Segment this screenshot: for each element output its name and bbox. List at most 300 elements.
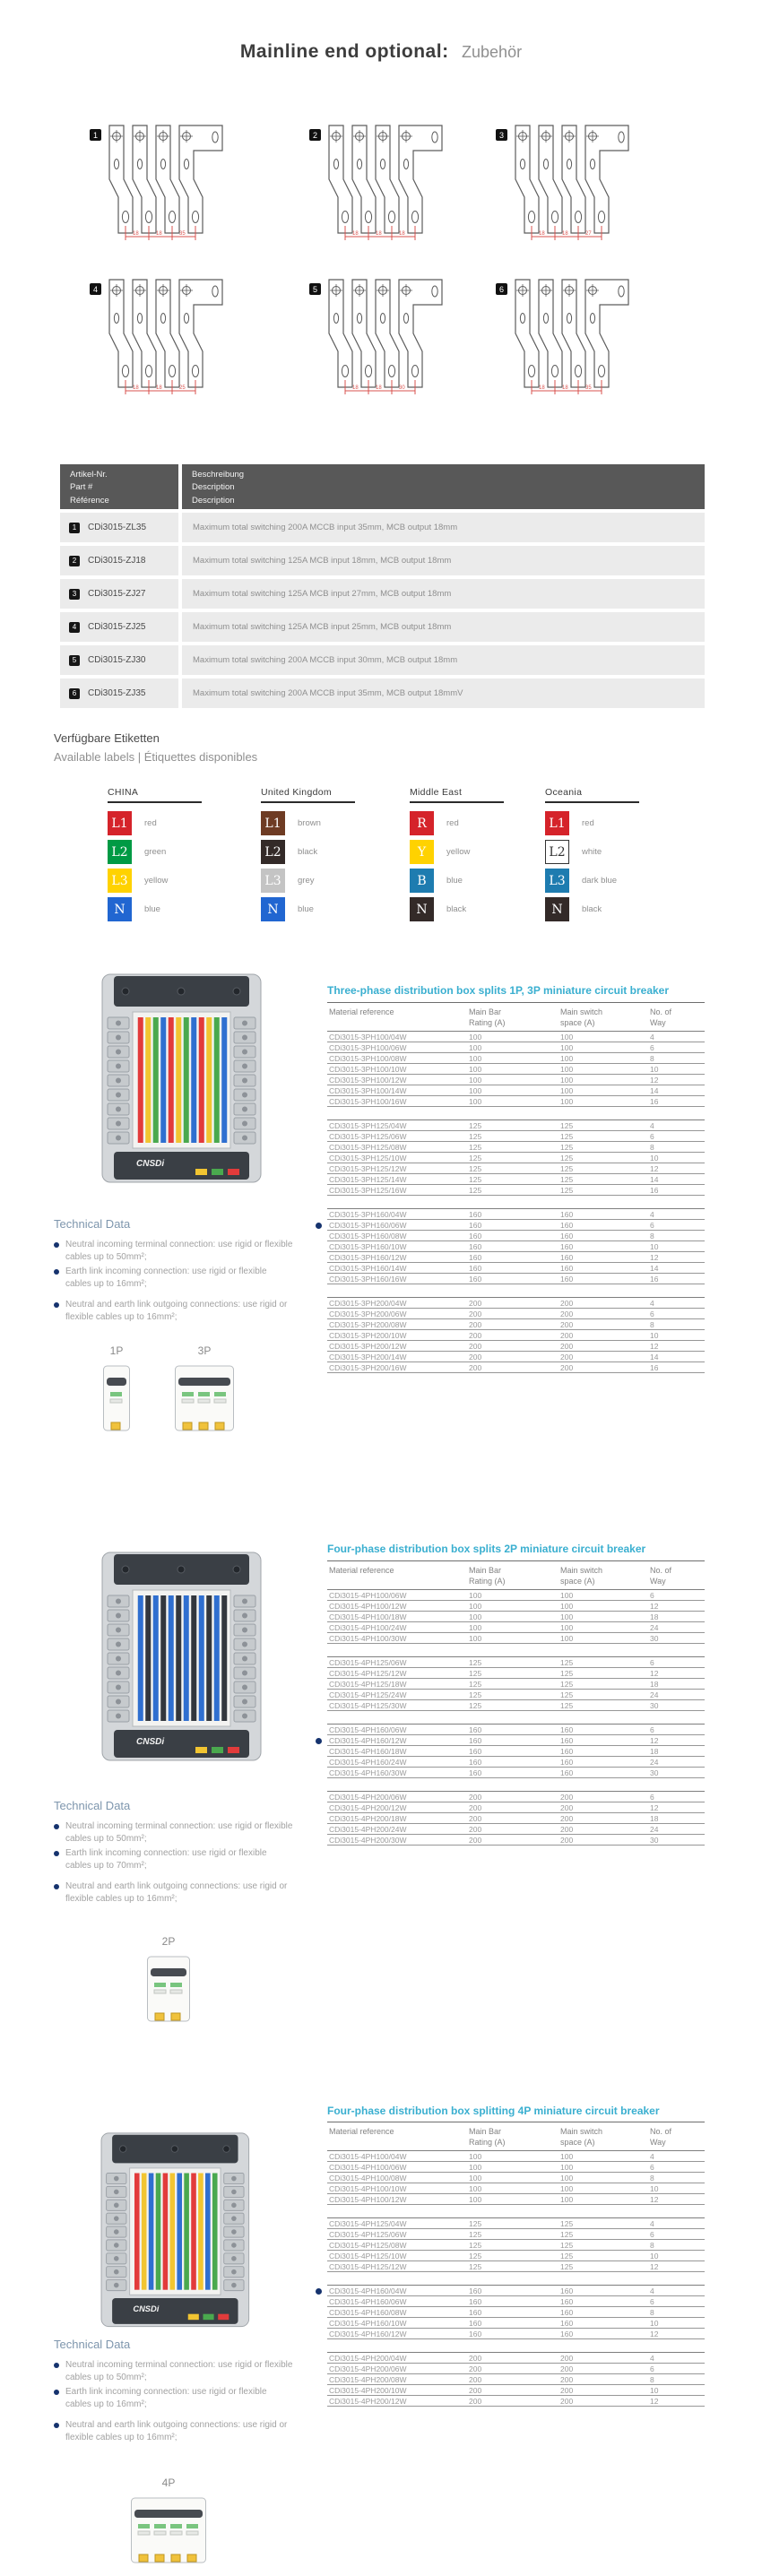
- main-bar-rating-cell: 100: [469, 1601, 482, 1611]
- way-cell: 10: [650, 1330, 659, 1340]
- way-cell: 24: [650, 1690, 659, 1699]
- spec-table-group: [327, 1791, 705, 1846]
- material-ref-cell: CDi3015-3PH125/12W: [329, 1163, 407, 1173]
- way-cell: 30: [650, 1835, 659, 1845]
- way-cell: 10: [650, 1153, 659, 1163]
- color-name: red: [582, 818, 594, 828]
- main-bar-rating-cell: 125: [469, 1679, 482, 1689]
- main-bar-rating-cell: 160: [469, 1263, 482, 1273]
- distribution-box-image: [90, 2131, 261, 2336]
- table-row: [60, 579, 705, 609]
- way-cell: 8: [650, 1142, 654, 1152]
- section-heading: Three-phase distribution box splits 1P, 3P miniature circuit breaker: [327, 984, 670, 997]
- table-row: [327, 2374, 705, 2385]
- material-ref-cell: CDi3015-3PH200/06W: [329, 1309, 407, 1318]
- way-cell: 18: [650, 1746, 659, 1756]
- main-bar-rating-cell: 125: [469, 2251, 482, 2260]
- main-bar-rating-cell: 100: [469, 2162, 482, 2172]
- color-name: green: [144, 847, 167, 857]
- spec-table-header: [327, 1002, 705, 1031]
- item-number-badge: 3: [69, 589, 80, 600]
- table-row: [327, 1075, 705, 1085]
- table-row: [327, 1142, 705, 1153]
- switch-space-cell: 100: [560, 2183, 574, 2193]
- material-ref-cell: CDi3015-3PH200/04W: [329, 1298, 407, 1308]
- way-cell: 6: [650, 1725, 654, 1734]
- way-cell: 10: [650, 1064, 659, 1074]
- material-ref-cell: CDi3015-3PH100/16W: [329, 1096, 407, 1106]
- material-ref-cell: CDi3015-4PH200/06W: [329, 2364, 407, 2373]
- material-ref-cell: CDi3015-4PH200/30W: [329, 1835, 407, 1845]
- table-row: [327, 1601, 705, 1612]
- svg-text:25: 25: [179, 385, 186, 391]
- technical-data: [54, 1799, 294, 1907]
- breaker-2p: [146, 1935, 191, 2032]
- switch-space-cell: 160: [560, 1746, 574, 1756]
- main-bar-rating-cell: 200: [469, 2374, 482, 2384]
- switch-space-cell: 125: [560, 2229, 574, 2239]
- switch-space-cell: 160: [560, 1725, 574, 1734]
- main-bar-rating-cell: 160: [469, 1209, 482, 1219]
- switch-space-cell: 125: [560, 2251, 574, 2260]
- tech-data-bullet: Neutral and earth link outgoing connections: use rigid or flexible cables up to 16mm²;: [54, 2419, 294, 2444]
- material-ref-cell: CDi3015-4PH160/10W: [329, 2318, 407, 2328]
- table-row: [327, 1220, 705, 1231]
- main-bar-rating-cell: 200: [469, 1824, 482, 1834]
- color-name: grey: [298, 876, 315, 886]
- column-header: Material reference: [329, 1007, 394, 1016]
- busbar-drawing: [325, 122, 451, 248]
- table-row: [327, 1590, 705, 1601]
- main-bar-rating-cell: 160: [469, 1220, 482, 1230]
- table-row: [60, 612, 705, 642]
- material-ref-cell: CDi3015-3PH100/12W: [329, 1075, 407, 1085]
- spec-table-group: [327, 2285, 705, 2339]
- main-bar-rating-cell: 125: [469, 1657, 482, 1667]
- table-row: [327, 1053, 705, 1064]
- breaker-image: [146, 1954, 191, 2032]
- spec-table-group: [327, 2150, 705, 2205]
- item-number-badge: 1: [69, 523, 80, 533]
- material-ref-cell: CDi3015-4PH125/30W: [329, 1700, 407, 1710]
- way-cell: 12: [650, 1163, 659, 1173]
- breaker-pole-label: 2P: [161, 1935, 176, 1948]
- material-ref-cell: CDi3015-3PH160/14W: [329, 1263, 407, 1273]
- switch-space-cell: 200: [560, 2353, 574, 2363]
- main-bar-rating-cell: 160: [469, 1274, 482, 1284]
- switch-space-cell: 125: [560, 2218, 574, 2228]
- color-name: white: [582, 847, 602, 857]
- busbar-diagram-4: [90, 276, 238, 411]
- svg-text:18: 18: [133, 231, 139, 237]
- label-chip-list: [261, 811, 413, 921]
- way-cell: 30: [650, 1700, 659, 1710]
- breaker-1p: [102, 1344, 131, 1441]
- table-row: [60, 546, 705, 575]
- way-cell: 24: [650, 1622, 659, 1632]
- table-row: [327, 2173, 705, 2183]
- material-ref-cell: CDi3015-4PH125/12W: [329, 1668, 407, 1678]
- main-bar-rating-cell: 200: [469, 1309, 482, 1318]
- svg-text:18: 18: [539, 385, 545, 391]
- switch-space-cell: 125: [560, 2240, 574, 2250]
- switch-space-cell: 200: [560, 2396, 574, 2406]
- item-number-badge: 2: [69, 556, 80, 566]
- tech-data-bullet: Neutral incoming terminal connection: use rigid or flexible cables up to 50mm²;: [54, 1820, 294, 1846]
- spec-table-group: [327, 1656, 705, 1711]
- table-row: [60, 513, 705, 542]
- label-chip-row: [545, 869, 697, 893]
- switch-space-cell: 125: [560, 1668, 574, 1678]
- region-title: United Kingdom: [261, 787, 332, 798]
- color-name: red: [144, 818, 157, 828]
- table-row: [327, 1131, 705, 1142]
- way-cell: 18: [650, 1813, 659, 1823]
- part-number-cell: [60, 645, 178, 675]
- material-ref-cell: CDi3015-3PH160/12W: [329, 1252, 407, 1262]
- color-name: blue: [298, 904, 314, 914]
- way-cell: 12: [650, 1341, 659, 1351]
- material-ref-cell: CDi3015-3PH125/10W: [329, 1153, 407, 1163]
- way-cell: 12: [650, 1668, 659, 1678]
- material-ref-cell: CDi3015-4PH125/18W: [329, 1679, 407, 1689]
- table-row: [327, 1174, 705, 1185]
- way-cell: 16: [650, 1185, 659, 1195]
- part-number-cell: [60, 546, 178, 575]
- switch-space-cell: 200: [560, 2374, 574, 2384]
- material-ref-cell: CDi3015-4PH200/10W: [329, 2385, 407, 2395]
- material-ref-cell: CDi3015-4PH160/12W: [329, 1735, 407, 1745]
- way-cell: 10: [650, 2318, 659, 2328]
- svg-text:27: 27: [585, 231, 592, 237]
- switch-space-cell: 200: [560, 1341, 574, 1351]
- svg-text:18: 18: [562, 385, 568, 391]
- table-row: [327, 1802, 705, 1813]
- way-cell: 14: [650, 1352, 659, 1361]
- column-header: Main switch space (A): [560, 2127, 603, 2148]
- table-row: [327, 1252, 705, 1263]
- main-bar-rating-cell: 160: [469, 1735, 482, 1745]
- way-cell: 12: [650, 1075, 659, 1085]
- table-row: [327, 2385, 705, 2396]
- region-title: Oceania: [545, 787, 583, 798]
- technical-data-title: Technical Data: [54, 1799, 131, 1812]
- diagram-number-badge: 5: [309, 283, 321, 295]
- table-row: [327, 2296, 705, 2307]
- main-bar-rating-cell: 100: [469, 2183, 482, 2193]
- part-number: CDi3015-ZJ35: [88, 688, 146, 698]
- column-header: Material reference: [329, 2127, 394, 2136]
- phase-label-chip: N: [108, 897, 132, 921]
- spec-table-group: [327, 1589, 705, 1644]
- technical-data: [54, 1217, 294, 1326]
- page-title-main: Mainline end optional:: [239, 41, 449, 62]
- material-ref-cell: CDi3015-3PH125/04W: [329, 1120, 407, 1130]
- spec-table-group: [327, 1119, 705, 1196]
- table-row: [327, 1622, 705, 1633]
- way-cell: 10: [650, 1241, 659, 1251]
- material-ref-cell: CDi3015-4PH200/12W: [329, 1802, 407, 1812]
- label-chip-row: [410, 811, 562, 835]
- part-description: Maximum total switching 125A MCB input 18mm, MCB output 18mm: [193, 556, 452, 566]
- table-row: [327, 2396, 705, 2407]
- svg-text:18: 18: [156, 231, 162, 237]
- table-row: [327, 2286, 705, 2296]
- item-number-badge: 6: [69, 688, 80, 699]
- way-cell: 4: [650, 2218, 654, 2228]
- svg-text:18: 18: [539, 231, 545, 237]
- material-ref-cell: CDi3015-4PH125/08W: [329, 2240, 407, 2250]
- color-name: yellow: [446, 847, 471, 857]
- section-four-phase-2p: [0, 1537, 762, 2102]
- table-row: [327, 2218, 705, 2229]
- table-row: [327, 1231, 705, 1241]
- material-ref-cell: CDi3015-4PH160/06W: [329, 1725, 407, 1734]
- switch-space-cell: 125: [560, 1120, 574, 1130]
- main-bar-rating-cell: 200: [469, 1792, 482, 1802]
- way-cell: 6: [650, 2229, 654, 2239]
- switch-space-cell: 200: [560, 1319, 574, 1329]
- material-ref-cell: CDi3015-3PH200/10W: [329, 1330, 407, 1340]
- part-description: Maximum total switching 125A MCB input 25mm, MCB output 18mm: [193, 622, 452, 632]
- material-ref-cell: CDi3015-3PH160/08W: [329, 1231, 407, 1240]
- way-cell: 24: [650, 1757, 659, 1767]
- header-line: Artikel-Nr.: [70, 470, 108, 480]
- table-row: [327, 1209, 705, 1220]
- column-header: Main Bar Rating (A): [469, 2127, 506, 2148]
- phase-label-chip: L3: [261, 869, 285, 893]
- material-ref-cell: CDi3015-3PH200/14W: [329, 1352, 407, 1361]
- way-cell: 6: [650, 2364, 654, 2373]
- main-bar-rating-cell: 200: [469, 1362, 482, 1372]
- label-region-3: [545, 787, 697, 926]
- header-line: Référence: [70, 495, 109, 506]
- material-ref-cell: CDi3015-3PH125/06W: [329, 1131, 407, 1141]
- material-ref-cell: CDi3015-4PH100/12W: [329, 2194, 407, 2204]
- main-bar-rating-cell: 160: [469, 1725, 482, 1734]
- switch-space-cell: 100: [560, 1064, 574, 1074]
- material-ref-cell: CDi3015-4PH125/06W: [329, 2229, 407, 2239]
- way-cell: 14: [650, 1085, 659, 1095]
- switch-space-cell: 160: [560, 2307, 574, 2317]
- diagram-number-badge: 2: [309, 129, 321, 141]
- material-ref-cell: CDi3015-3PH125/08W: [329, 1142, 407, 1152]
- main-bar-rating-cell: 100: [469, 1085, 482, 1095]
- switch-space-cell: 100: [560, 1042, 574, 1052]
- table-row: [327, 1096, 705, 1107]
- label-chip-row: [545, 840, 697, 864]
- label-chip-list: [410, 811, 562, 921]
- label-chip-row: [410, 897, 562, 921]
- busbar-diagram-1: [90, 122, 238, 256]
- label-chip-list: [108, 811, 260, 921]
- table-row: [327, 1085, 705, 1096]
- breaker-pole-label: 4P: [161, 2477, 176, 2489]
- svg-text:30: 30: [399, 385, 405, 391]
- region-underline: [545, 801, 639, 803]
- material-ref-cell: CDi3015-4PH100/10W: [329, 2183, 407, 2193]
- table-row: [327, 1633, 705, 1644]
- part-number: CDi3015-ZJ18: [88, 556, 146, 566]
- switch-space-cell: 125: [560, 1700, 574, 1710]
- switch-space-cell: 160: [560, 1263, 574, 1273]
- main-bar-rating-cell: 160: [469, 2296, 482, 2306]
- table-row: [327, 1657, 705, 1668]
- region-title: CHINA: [108, 787, 139, 798]
- label-chip-row: [108, 811, 260, 835]
- main-bar-rating-cell: 200: [469, 1319, 482, 1329]
- main-bar-rating-cell: 125: [469, 1174, 482, 1184]
- labels-title-de: Verfügbare Etiketten: [54, 731, 160, 745]
- technical-data-title: Technical Data: [54, 1217, 131, 1231]
- switch-space-cell: 160: [560, 2329, 574, 2338]
- way-cell: 6: [650, 2296, 654, 2306]
- section-heading: Four-phase distribution box splitting 4P miniature circuit breaker: [327, 2105, 660, 2117]
- material-ref-cell: CDi3015-4PH100/08W: [329, 2173, 407, 2183]
- phase-label-chip: L1: [261, 811, 285, 835]
- main-bar-rating-cell: 125: [469, 1142, 482, 1152]
- switch-space-cell: 125: [560, 1153, 574, 1163]
- phase-label-chip: L1: [545, 811, 569, 835]
- material-ref-cell: CDi3015-4PH160/04W: [329, 2286, 407, 2295]
- spec-table-group: [327, 1724, 705, 1778]
- switch-space-cell: 100: [560, 2194, 574, 2204]
- switch-space-cell: 200: [560, 1352, 574, 1361]
- phase-label-chip: L3: [545, 869, 569, 893]
- material-ref-cell: CDi3015-4PH200/18W: [329, 1813, 407, 1823]
- way-cell: 6: [650, 1309, 654, 1318]
- switch-space-cell: 100: [560, 1085, 574, 1095]
- switch-space-cell: 200: [560, 1835, 574, 1845]
- part-number: CDi3015-ZJ30: [88, 655, 146, 665]
- table-row: [327, 1668, 705, 1679]
- busbar-diagram-3: [496, 122, 644, 256]
- way-cell: 30: [650, 1768, 659, 1777]
- part-description: Maximum total switching 125A MCB input 27mm, MCB output 18mm: [193, 589, 452, 599]
- table-row: [327, 1824, 705, 1835]
- tech-data-bullet: Earth link incoming connection: use rigid or flexible cables up to 16mm²;: [54, 1266, 294, 1291]
- main-bar-rating-cell: 200: [469, 1298, 482, 1308]
- main-bar-rating-cell: 125: [469, 1690, 482, 1699]
- way-cell: 30: [650, 1633, 659, 1643]
- tech-data-bullet: Neutral and earth link outgoing connections: use rigid or flexible cables up to 16mm²;: [54, 1880, 294, 1906]
- switch-space-cell: 125: [560, 1131, 574, 1141]
- switch-space-cell: 160: [560, 2286, 574, 2295]
- table-row: [327, 2329, 705, 2339]
- main-bar-rating-cell: 125: [469, 1153, 482, 1163]
- way-cell: 6: [650, 1042, 654, 1052]
- material-ref-cell: CDi3015-3PH125/14W: [329, 1174, 407, 1184]
- spec-table: [327, 1002, 705, 1373]
- breaker-images: [49, 2477, 288, 2573]
- main-bar-rating-cell: 125: [469, 1700, 482, 1710]
- switch-space-cell: 200: [560, 1362, 574, 1372]
- phase-label-chip: R: [410, 811, 434, 835]
- way-cell: 4: [650, 2151, 654, 2161]
- svg-text:18: 18: [352, 385, 359, 391]
- main-bar-rating-cell: 160: [469, 1241, 482, 1251]
- parts-table: [60, 464, 705, 708]
- svg-text:18: 18: [562, 231, 568, 237]
- table-row: [327, 1735, 705, 1746]
- diagram-number-badge: 3: [496, 129, 507, 141]
- main-bar-rating-cell: 100: [469, 1612, 482, 1621]
- way-cell: 8: [650, 2173, 654, 2183]
- diagram-number-badge: 4: [90, 283, 101, 295]
- table-row: [327, 1813, 705, 1824]
- main-bar-rating-cell: 160: [469, 1746, 482, 1756]
- way-cell: 14: [650, 1174, 659, 1184]
- main-bar-rating-cell: 200: [469, 1330, 482, 1340]
- table-row: [327, 1746, 705, 1757]
- spec-table-group: [327, 1297, 705, 1373]
- part-number: CDi3015-ZL35: [88, 523, 147, 532]
- way-cell: 8: [650, 2374, 654, 2384]
- table-row: [60, 645, 705, 675]
- breaker-image: [130, 2495, 207, 2573]
- breaker-pole-label: 1P: [109, 1344, 124, 1357]
- color-name: red: [446, 818, 459, 828]
- main-bar-rating-cell: 100: [469, 1032, 482, 1042]
- material-ref-cell: CDi3015-4PH160/12W: [329, 2329, 407, 2338]
- part-number-cell: [60, 513, 178, 542]
- region-underline: [261, 801, 355, 803]
- header-line: Part #: [70, 482, 93, 493]
- way-cell: 16: [650, 1274, 659, 1284]
- column-header: Main Bar Rating (A): [469, 1007, 506, 1028]
- way-cell: 14: [650, 1263, 659, 1273]
- material-ref-cell: CDi3015-3PH100/08W: [329, 1053, 407, 1063]
- switch-space-cell: 160: [560, 1757, 574, 1767]
- material-ref-cell: CDi3015-3PH160/16W: [329, 1274, 407, 1284]
- way-cell: 4: [650, 1032, 654, 1042]
- table-row: [327, 1768, 705, 1778]
- table-row: [327, 1700, 705, 1711]
- svg-text:18: 18: [156, 385, 162, 391]
- way-cell: 4: [650, 1298, 654, 1308]
- tech-data-bullet: Earth link incoming connection: use rigid or flexible cables up to 70mm²;: [54, 1847, 294, 1872]
- way-cell: 6: [650, 2162, 654, 2172]
- column-header: No. of Way: [650, 1007, 672, 1028]
- table-row: [327, 2183, 705, 2194]
- main-bar-rating-cell: 160: [469, 2318, 482, 2328]
- breaker-image: [174, 1363, 235, 1441]
- way-cell: 12: [650, 2396, 659, 2406]
- parts-header-artikel-nr: [60, 464, 178, 509]
- main-bar-rating-cell: 160: [469, 2286, 482, 2295]
- switch-space-cell: 125: [560, 1690, 574, 1699]
- switch-space-cell: 125: [560, 1174, 574, 1184]
- switch-space-cell: 200: [560, 1330, 574, 1340]
- table-row: [327, 2251, 705, 2261]
- label-chip-row: [108, 840, 260, 864]
- way-cell: 16: [650, 1362, 659, 1372]
- material-ref-cell: CDi3015-3PH200/08W: [329, 1319, 407, 1329]
- main-bar-rating-cell: 160: [469, 1231, 482, 1240]
- table-row: [327, 1185, 705, 1196]
- switch-space-cell: 160: [560, 1252, 574, 1262]
- main-bar-rating-cell: 125: [469, 1185, 482, 1195]
- region-underline: [108, 801, 202, 803]
- spec-table-group: [327, 1031, 705, 1107]
- svg-text:CNSDi: CNSDi: [133, 2304, 160, 2313]
- tech-data-bullet: Earth link incoming connection: use rigid or flexible cables up to 16mm²;: [54, 2386, 294, 2411]
- main-bar-rating-cell: 125: [469, 2218, 482, 2228]
- column-header: Main Bar Rating (A): [469, 1566, 506, 1586]
- switch-space-cell: 100: [560, 2162, 574, 2172]
- label-chip-row: [410, 869, 562, 893]
- main-bar-rating-cell: 100: [469, 2194, 482, 2204]
